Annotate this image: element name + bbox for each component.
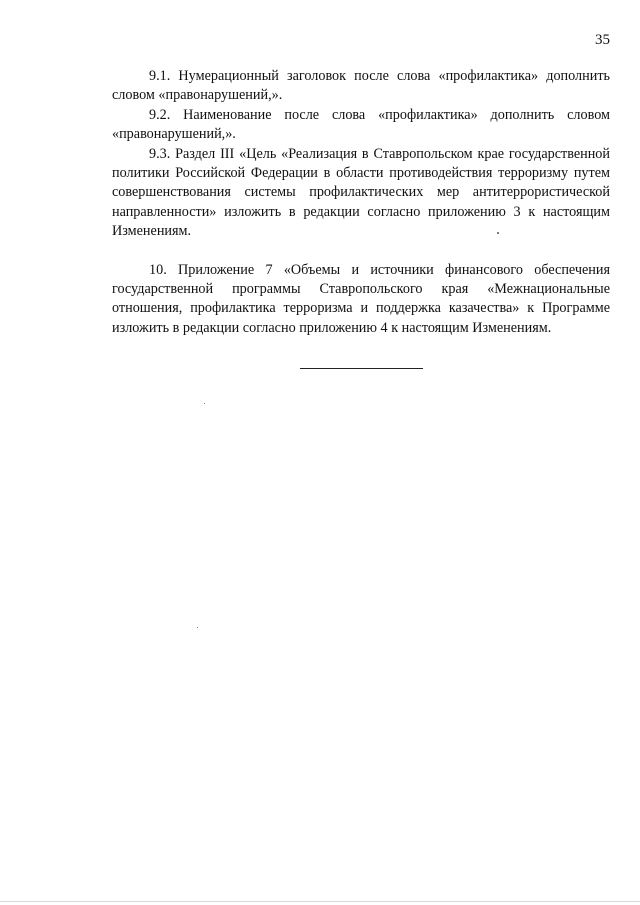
page-number: 35 [595, 32, 610, 48]
end-divider-line [300, 368, 423, 369]
paragraph-10: 10. Приложение 7 «Объемы и источники финансового обеспечения государственной программы Ставропольского края «Межнациональные отношения, профилактика терроризма и поддержка казачества» к Программе изложить в редакции согласно приложению 4 к настоящим Изменениям. [112, 261, 610, 336]
scan-bottom-edge [0, 901, 640, 902]
document-body [112, 67, 610, 338]
scan-speck [197, 627, 198, 628]
paragraph-9-1: 9.1. Нумерационный заголовок после слова «профилактика» дополнить словом «правонарушений,». [112, 68, 610, 104]
scan-speck [204, 403, 205, 404]
paragraph-9-3: 9.3. Раздел III «Цель «Реализация в Ставропольском крае государственной политики Российской Федерации в области противодействия терроризму путем совершенствования системы профилактических мер антитеррористической направленности» изложить в редакции согласно приложению 3 к настоящим Изменениям. [112, 145, 610, 240]
scan-speck [497, 232, 499, 234]
paragraph-9-2: 9.2. Наименование после слова «профилактика» дополнить словом «правонарушений,». [112, 106, 610, 143]
